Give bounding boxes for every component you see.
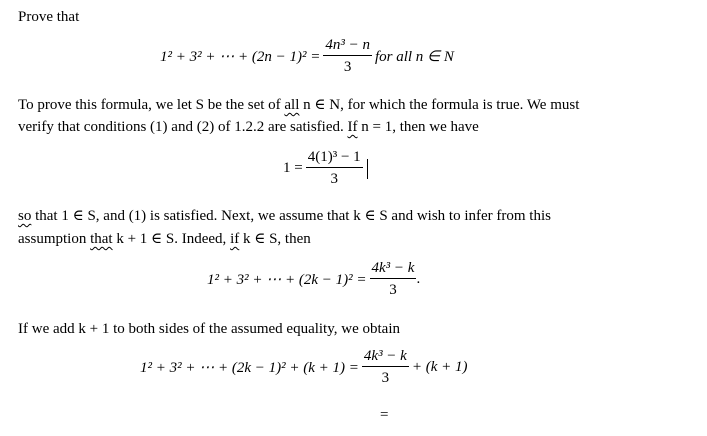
paragraph-3: If we add k + 1 to both sides of the assumed equality, we obtain: [18, 321, 400, 337]
equation-1-condition: for all n ∈ N: [374, 49, 454, 65]
text-span: assumption: [18, 231, 91, 247]
text-span: n ∈ N, for which the formula is true. We must: [299, 97, 580, 113]
text-span: k ∈ S, then: [239, 231, 311, 247]
equation-3-denominator: 3: [389, 282, 397, 298]
equation-1-denominator: 3: [343, 59, 352, 75]
equation-2-denominator: 3: [330, 171, 338, 187]
heading-prove-that: Prove that: [18, 9, 80, 25]
equation-2: [283, 148, 368, 189]
text-span-wavy: If: [347, 119, 358, 135]
text-span: To prove this formula, we let S be the set of: [18, 97, 285, 113]
equation-1-numerator: 4n³ − n: [323, 36, 372, 56]
text-span: k + 1 ∈ S. Indeed,: [112, 231, 231, 247]
equation-2-lhs: 1 =: [283, 160, 303, 176]
equation-1-lhs: 1² + 3² + ⋯ + (2n − 1)² =: [160, 49, 321, 65]
equation-2-numerator: 4(1)³ − 1: [306, 148, 363, 168]
equation-4-numerator: 4k³ − k: [362, 347, 409, 367]
text-cursor: [367, 159, 368, 179]
paragraph-2-line-2: [18, 228, 311, 250]
equation-4: [140, 347, 468, 388]
equation-3-lhs: 1² + 3² + ⋯ + (2k − 1)² =: [207, 272, 367, 288]
equation-3-period: .: [416, 271, 421, 287]
equation-3: [207, 259, 420, 300]
equation-4-lhs: 1² + 3² + ⋯ + (2k − 1)² + (k + 1) =: [140, 360, 359, 376]
equation-5-equals: =: [380, 407, 389, 423]
paragraph-1-line-2: [18, 116, 479, 138]
text-span-wavy: so: [18, 208, 32, 224]
text-span-wavy: that: [90, 231, 113, 247]
text-span: that 1 ∈ S, and (1) is satisfied. Next, we assume that k ∈ S and wish to infer from this: [31, 208, 551, 224]
equation-3-numerator: 4k³ − k: [370, 259, 417, 279]
paragraph-1-line-1: [18, 94, 579, 116]
equation-2-fraction: [306, 148, 363, 189]
equation-1-fraction: [323, 36, 372, 77]
paragraph-2-line-1: [18, 205, 551, 227]
equation-4-fraction: [362, 347, 409, 388]
equation-3-fraction: [370, 259, 417, 300]
text-span: n = 1, then we have: [357, 119, 479, 135]
text-span-wavy: if: [230, 231, 240, 247]
equation-4-denominator: 3: [381, 370, 390, 386]
text-span: verify that conditions (1) and (2) of 1.2.2 are satisfied.: [18, 119, 348, 135]
text-span-wavy: all: [284, 97, 300, 113]
equation-4-tail: + (k + 1): [411, 359, 468, 375]
equation-1: [160, 36, 454, 77]
